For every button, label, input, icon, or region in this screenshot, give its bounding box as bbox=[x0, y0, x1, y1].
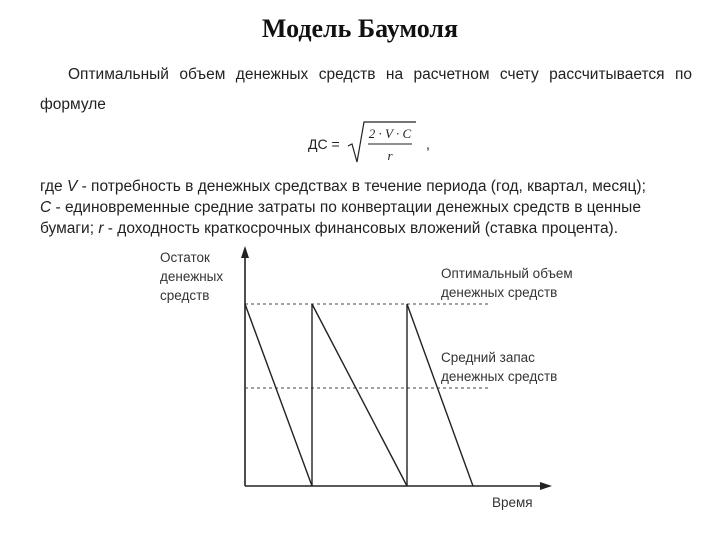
explanation-c: - единовременные средние затраты по конвертации денежных средств в ценные бумаги; bbox=[40, 199, 641, 237]
cycle-1-decline bbox=[245, 304, 312, 486]
intro-paragraph: Оптимальный объем денежных средств на расчетном счету рассчитывается по формуле bbox=[40, 66, 692, 113]
average-label-line-2: денежных средств bbox=[441, 369, 558, 384]
explanation-r: - доходность краткосрочных финансовых вложений (ставка процента). bbox=[103, 220, 619, 237]
optimal-label-line-1: Оптимальный объем bbox=[441, 266, 573, 281]
cycle-2-decline bbox=[312, 304, 407, 486]
symbol-c: C bbox=[40, 199, 52, 216]
x-axis-label: Время bbox=[492, 495, 533, 510]
y-axis-label-line-2: денежных bbox=[160, 269, 224, 284]
y-axis-label-line-1: Остаток bbox=[160, 250, 210, 265]
cycle-3-decline bbox=[407, 304, 473, 486]
formula-denominator: r bbox=[387, 148, 393, 163]
symbol-v: V bbox=[66, 178, 78, 195]
average-label-line-1: Средний запас bbox=[441, 350, 535, 365]
y-axis-arrow bbox=[241, 246, 249, 258]
explanation-where: где bbox=[40, 178, 67, 195]
optimal-label-line-2: денежных средств bbox=[441, 285, 558, 300]
formula-lhs: ДС = bbox=[308, 136, 340, 152]
page-title: Модель Баумоля bbox=[261, 14, 459, 43]
y-axis-label-line-3: средств bbox=[160, 288, 210, 303]
formula-trailing-comma: , bbox=[426, 136, 430, 152]
symbol-r: r bbox=[98, 220, 104, 237]
formula-numerator: 2 · V · C bbox=[368, 126, 412, 141]
explanation-v: - потребность в денежных средствах в течение периода (год, квартал, месяц); bbox=[77, 178, 646, 195]
x-axis-arrow bbox=[540, 482, 552, 490]
